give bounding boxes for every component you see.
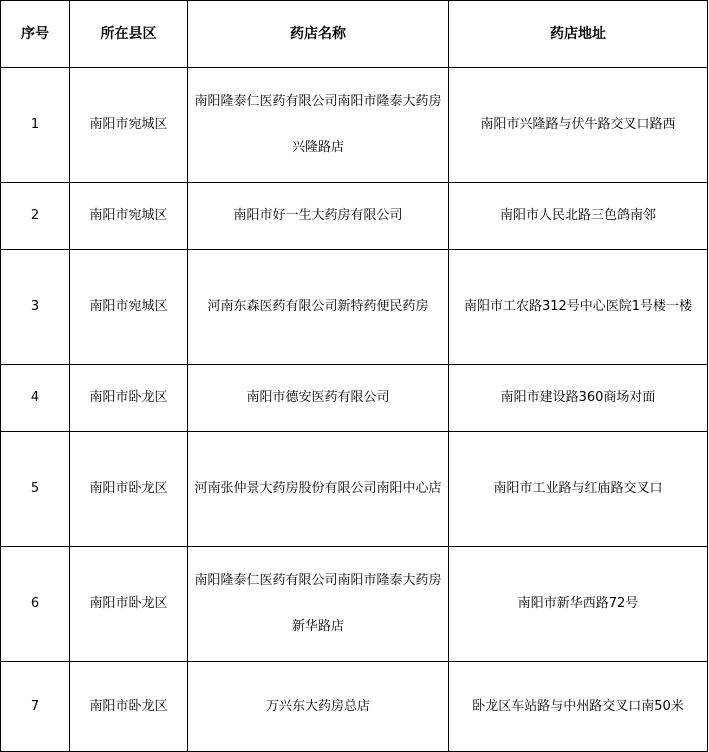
cell-county: 南阳市宛城区 [70,250,188,365]
table-row [1,547,708,662]
cell-county: 南阳市卧龙区 [70,547,188,662]
cell-seq: 7 [1,662,70,752]
cell-county: 南阳市卧龙区 [70,365,188,432]
header-address: 药店地址 [449,1,708,68]
cell-name-text: 南阳隆泰仁医药有限公司南阳市隆泰大药房兴隆路店 [194,94,442,155]
table-row [1,432,708,547]
cell-address-text: 南阳市新华西路72号 [517,596,639,611]
cell-seq: 2 [1,183,70,250]
table-row [1,365,708,432]
table-header-row [1,1,708,68]
table-row [1,183,708,250]
cell-seq: 1 [1,68,70,183]
header-county: 所在县区 [70,1,188,68]
cell-name-text: 南阳隆泰仁医药有限公司南阳市隆泰大药房新华路店 [194,573,442,634]
cell-address [449,365,708,432]
cell-name-text: 南阳市德安医药有限公司 [246,390,390,405]
table-row [1,250,708,365]
cell-name [188,547,449,662]
cell-address [449,68,708,183]
cell-address [449,432,708,547]
cell-address [449,250,708,365]
cell-name [188,432,449,547]
cell-county: 南阳市卧龙区 [70,662,188,752]
cell-address-text: 南阳市建设路360商场对面 [500,390,656,405]
table-row [1,662,708,752]
cell-county: 南阳市宛城区 [70,183,188,250]
cell-address [449,183,708,250]
cell-county: 南阳市宛城区 [70,68,188,183]
cell-name-text: 河南东森医药有限公司新特药便民药房 [207,299,429,314]
cell-name [188,662,449,752]
cell-name-text: 河南张仲景大药房股份有限公司南阳中心店 [194,481,442,496]
table-row [1,68,708,183]
cell-seq: 6 [1,547,70,662]
cell-address [449,547,708,662]
cell-county: 南阳市卧龙区 [70,432,188,547]
cell-name [188,68,449,183]
header-seq: 序号 [1,1,70,68]
cell-name [188,183,449,250]
header-name: 药店名称 [188,1,449,68]
cell-name-text: 南阳市好一生大药房有限公司 [233,208,403,223]
cell-address [449,662,708,752]
cell-address-text: 南阳市兴隆路与伏牛路交叉口路西 [480,117,676,132]
cell-name-text: 万兴东大药房总店 [265,698,370,714]
cell-address-text: 南阳市工农路312号中心医院1号楼一楼 [463,299,693,314]
cell-address-text: 南阳市工业路与红庙路交叉口 [493,481,663,496]
cell-seq: 3 [1,250,70,365]
cell-name [188,250,449,365]
cell-name [188,365,449,432]
cell-seq: 5 [1,432,70,547]
cell-seq: 4 [1,365,70,432]
cell-address-text: 卧龙区车站路与中州路交叉口南50米 [472,698,684,714]
cell-address-text: 南阳市人民北路三色鸽南邻 [499,208,656,223]
